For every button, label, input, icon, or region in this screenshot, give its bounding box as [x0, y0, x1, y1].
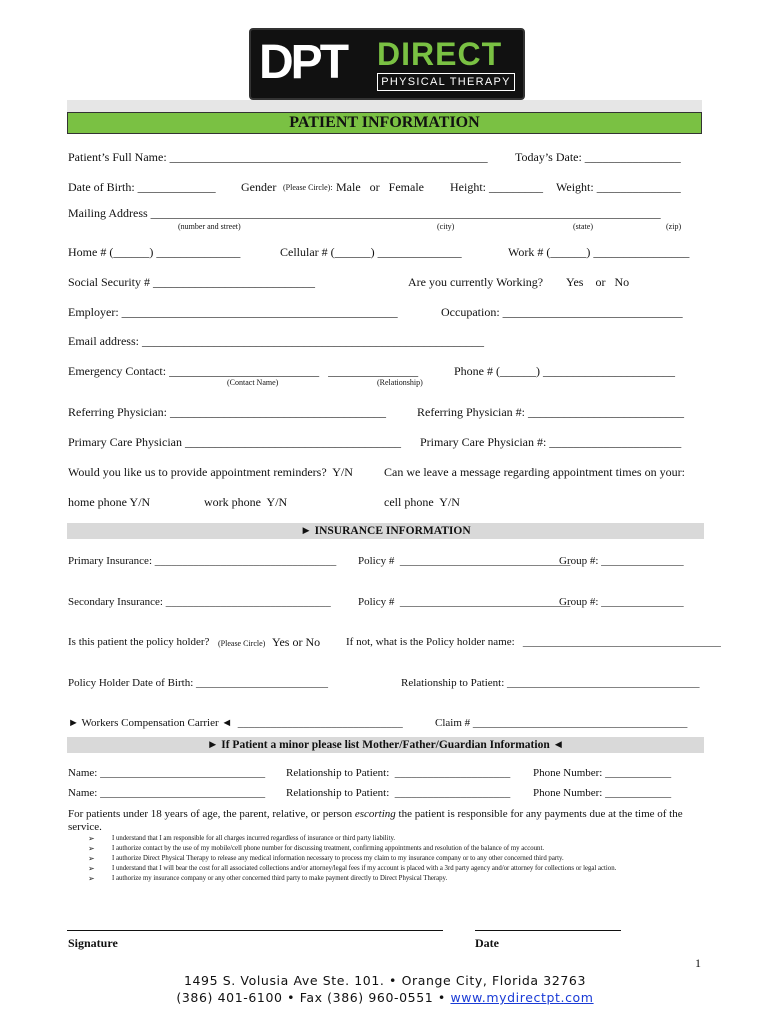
policy-holder-name-field[interactable]: If not, what is the Policy holder name: ____________________________________ [346, 636, 721, 648]
responsibility-paragraph: For patients under 18 years of age, the parent, relative, or person escorting the patient is responsible for any payments due at the time of the [68, 808, 683, 820]
hint-state: (state) [573, 222, 593, 231]
page-number: 1 [695, 956, 701, 970]
footer-address: 1495 S. Volusia Ave Ste. 101. • Orange City, Florida 32763 [183, 973, 587, 988]
logo-subtitle: PHYSICAL THERAPY [377, 73, 515, 91]
policy-holder-dob-field[interactable]: Policy Holder Date of Birth: ________________________ [68, 677, 329, 689]
home-phone-yn[interactable]: home phone Y/N [68, 495, 151, 509]
working-question: Are you currently Working? [408, 275, 544, 289]
working-options[interactable]: Yes or No [566, 275, 630, 289]
reminders-question[interactable]: Would you like us to provide appointment reminders? Y/N [68, 465, 353, 479]
guardian-phone-field[interactable]: Phone Number: ____________ [533, 787, 672, 799]
work-phone-yn[interactable]: work phone Y/N [204, 495, 288, 509]
occupation-field[interactable]: Occupation: ______________________________ [441, 305, 683, 319]
footer-phones: (386) 401-6100 • Fax (386) 960-0551 • [176, 990, 451, 1005]
authorization-item: ➢ I understand that I am responsible for all charges incurred regardless of insurance or third party liability. [88, 834, 708, 844]
guardian-name-field[interactable]: Name: ______________________________ [68, 787, 266, 799]
hint-street: (number and street) [178, 222, 241, 231]
emergency-phone-field[interactable]: Phone # (______) ______________________ [454, 364, 675, 378]
authorization-item: ➢ I understand that I will bear the cost for all associated collections and/or attorney/legal fees if my account is placed with a 3rd party agency and/or attorney for collections or legal action. [88, 864, 708, 874]
authorization-item: ➢ I authorize contact by the use of my mobile/cell phone number for discussing treatment, confirming appointments and resolution of the balance of my account. [88, 844, 708, 854]
website-link[interactable]: www.mydirectpt.com [450, 990, 594, 1005]
employer-field[interactable]: Employer: ______________________________________________ [68, 305, 398, 319]
guardian-relationship-field[interactable]: Relationship to Patient: _____________________ [286, 767, 511, 779]
workers-comp-field[interactable]: ► Workers Compensation Carrier ◄ ______________________________ [68, 717, 403, 729]
home-phone-field[interactable]: Home # (______) ______________ [68, 245, 241, 259]
primary-insurance-field[interactable]: Primary Insurance: _________________________________ [68, 555, 337, 567]
todays-date-field[interactable]: Today’s Date: ________________ [515, 150, 681, 164]
logo-dpt-mark: DPT [259, 36, 347, 89]
work-phone-field[interactable]: Work # (______) ________________ [508, 245, 690, 259]
secondary-insurance-field[interactable]: Secondary Insurance: ______________________________ [68, 596, 331, 608]
guardian-phone-field[interactable]: Phone Number: ____________ [533, 767, 672, 779]
hint-relationship: (Relationship) [377, 378, 423, 387]
dob-field[interactable]: Date of Birth: _____________ [68, 180, 216, 194]
guardian-header: ► If Patient a minor please list Mother/Father/Guardian Information ◄ [67, 737, 704, 753]
responsibility-paragraph-end: service. [68, 821, 102, 833]
referring-physician-number-field[interactable]: Referring Physician #: __________________________ [417, 405, 684, 419]
primary-group-field[interactable]: Group #: _______________ [559, 555, 684, 567]
signature-label: Signature [68, 936, 118, 950]
insurance-header: ► INSURANCE INFORMATION [67, 523, 704, 539]
primary-care-number-field[interactable]: Primary Care Physician #: ______________________ [420, 435, 682, 449]
weight-field[interactable]: Weight: ______________ [556, 180, 681, 194]
policy-holder-options[interactable]: Yes or No [272, 635, 321, 649]
authorization-item: ➢ I authorize my insurance company or any other concerned third party to make payment directly to Direct Physical Therapy. [88, 874, 708, 884]
emergency-contact-field[interactable]: Emergency Contact: _________________________ _______________ [68, 364, 419, 378]
policy-holder-relationship-field[interactable]: Relationship to Patient: ___________________________________ [401, 677, 700, 689]
claim-number-field[interactable]: Claim # _______________________________________ [435, 717, 688, 729]
guardian-relationship-field[interactable]: Relationship to Patient: _____________________ [286, 787, 511, 799]
date-line[interactable] [475, 930, 621, 931]
message-question: Can we leave a message regarding appointment times on your: [384, 465, 685, 479]
ssn-field[interactable]: Social Security # ___________________________ [68, 275, 315, 289]
primary-care-field[interactable]: Primary Care Physician ____________________________________ [68, 435, 401, 449]
secondary-policy-field[interactable]: Policy # _______________________________ [358, 596, 571, 608]
hint-zip: (zip) [666, 222, 682, 231]
footer-contact [0, 990, 770, 1005]
authorization-list [88, 834, 708, 884]
secondary-group-field[interactable]: Group #: _______________ [559, 596, 684, 608]
mailing-address-field[interactable]: Mailing Address _____________________________________________________________________________________ [68, 206, 661, 220]
gender-hint: (Please Circle): [283, 183, 333, 192]
logo-direct-text: DIRECT [377, 36, 503, 72]
email-field[interactable]: Email address: _________________________________________________________ [68, 334, 484, 348]
date-label: Date [475, 936, 499, 950]
referring-physician-field[interactable]: Referring Physician: ____________________________________ [68, 405, 386, 419]
authorization-item: ➢ I authorize Direct Physical Therapy to release any medical information necessary to process my claim to my insurance company or to any other concerned third party. [88, 854, 708, 864]
hint-contact-name: (Contact Name) [227, 378, 279, 387]
page-title: PATIENT INFORMATION [289, 114, 480, 131]
hint-city: (city) [437, 222, 455, 231]
height-field[interactable]: Height: _________ [450, 180, 543, 194]
guardian-name-field[interactable]: Name: ______________________________ [68, 767, 266, 779]
gender-options[interactable]: Male or Female [336, 180, 424, 194]
policy-holder-question: Is this patient the policy holder? [68, 636, 210, 648]
policy-holder-hint: (Please Circle) [218, 639, 266, 648]
cell-phone-yn[interactable]: cell phone Y/N [384, 495, 460, 509]
title-bar [67, 100, 702, 134]
signature-line[interactable] [67, 930, 443, 931]
primary-policy-field[interactable]: Policy # _______________________________ [358, 555, 571, 567]
full-name-field[interactable]: Patient’s Full Name: _____________________________________________________ [68, 150, 488, 164]
direct-pt-logo [249, 28, 525, 100]
gender-label: Gender [241, 180, 277, 194]
cell-phone-field[interactable]: Cellular # (______) ______________ [280, 245, 462, 259]
